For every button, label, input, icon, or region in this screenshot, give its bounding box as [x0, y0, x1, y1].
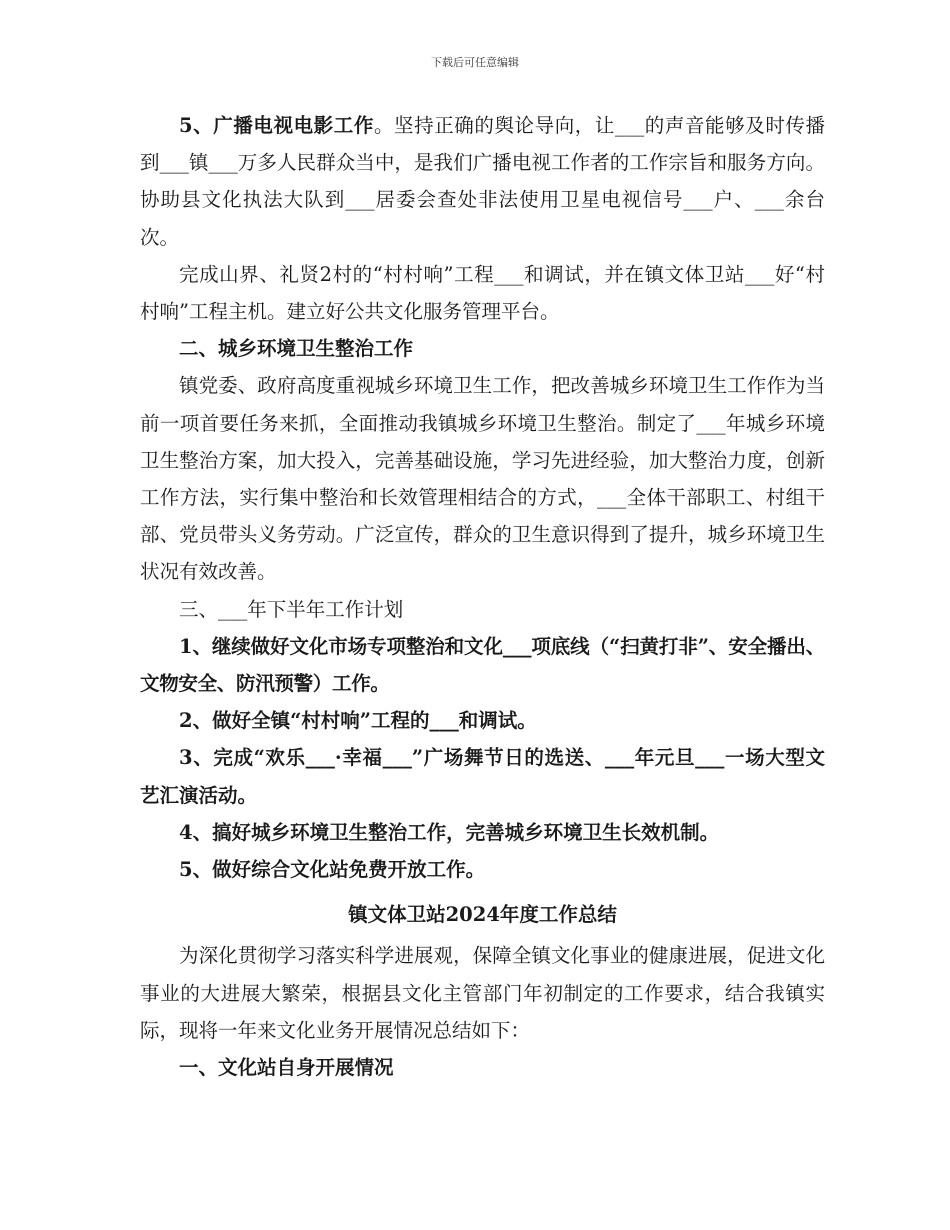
section-heading-station: 一、文化站自身开展情况	[179, 1056, 394, 1080]
paragraph-intro: 为深化贯彻学习落实科学进展观，保障全镇文化事业的健康进展，促进文化事业的大进展大繁荣，根据县文化主管部门年初制定的工作要求，结合我镇实际，现将一年来文化业务开展情况总结如下：	[140, 944, 825, 1042]
paragraph-lead: 5、广播电视电影工作	[179, 114, 374, 137]
paragraph-sanitation: 镇党委、政府高度重视城乡环境卫生工作，把改善城乡环境卫生工作作为当前一项首要任务来抓，全面推动我镇城乡环境卫生整治。制定了___年城乡环境卫生整治方案，加大投入，完善基础设施，学习先进经验，加大整治力度，创新工作方法，实行集中整治和长效管理相结合的方式，___全体干部职工、村组干部、党员带头义务劳动。广泛宣传，群众的卫生意识得到了提升，城乡环境卫生状况有效改善。	[140, 374, 825, 584]
document-title: 镇文体卫站2024年度工作总结	[348, 903, 617, 927]
plan-item-4: 4、搞好城乡环境卫生整治工作，完善城乡环境卫生长效机制。	[179, 820, 720, 844]
section-heading-sanitation: 二、城乡环境卫生整治工作	[179, 337, 414, 361]
section-heading-plan: 三、___年下半年工作计划	[179, 597, 404, 621]
plan-item-2: 2、做好全镇“村村响”工程的___和调试。	[179, 709, 537, 733]
page-header: 下载后可任意编辑	[431, 56, 519, 69]
paragraph-broadcast	[140, 107, 825, 256]
document-body	[140, 107, 825, 1086]
paragraph-text: 。坚持正确的舆论导向，让___的声音能够及时传播到___镇___万多人民群众当中，是我们广播电视工作者的工作宗旨和服务方向。协助县文化执法大队到___居委会查处非法使用卫星电视信号___户、___余台次。	[140, 114, 825, 249]
plan-item-3: 3、完成“欢乐___·幸福___”广场舞节日的选送、___年元旦___一场大型文艺汇演活动。	[140, 746, 825, 807]
plan-item-5: 5、做好综合文化站免费开放工作。	[179, 858, 486, 882]
paragraph-village-speaker: 完成山界、礼贤2村的“村村响”工程___和调试，并在镇文体卫站___好“村村响”工程主机。建立好公共文化服务管理平台。	[140, 262, 825, 324]
plan-item-1: 1、继续做好文化市场专项整治和文化___项底线（“扫黄打非”、安全播出、文物安全、防汛预警）工作。	[140, 634, 825, 696]
